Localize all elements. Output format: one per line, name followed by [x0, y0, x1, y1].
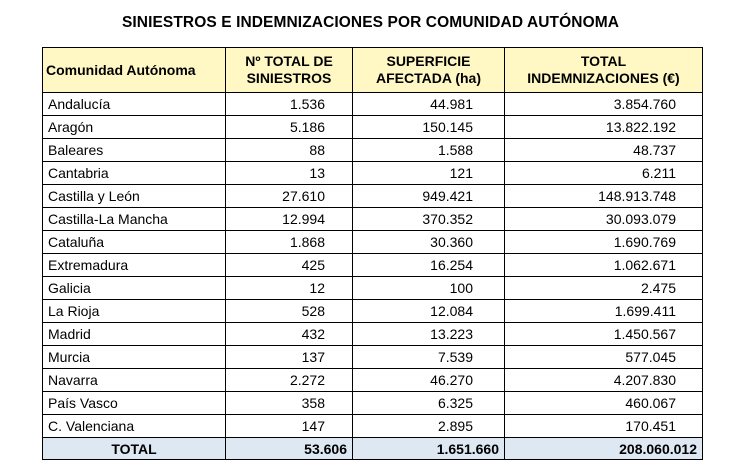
- cell-area: 7.539: [353, 346, 505, 369]
- table-row: [43, 415, 703, 438]
- cell-area: 13.223: [353, 323, 505, 346]
- cell-region: La Rioja: [43, 300, 226, 323]
- cell-compensation: 30.093.079: [505, 208, 703, 231]
- table-row: [43, 185, 703, 208]
- table-row: [43, 162, 703, 185]
- cell-compensation: 2.475: [505, 277, 703, 300]
- cell-compensation: 460.067: [505, 392, 703, 415]
- table-row: [43, 300, 703, 323]
- cell-area: 16.254: [353, 254, 505, 277]
- table-row: [43, 231, 703, 254]
- cell-region: País Vasco: [43, 392, 226, 415]
- cell-area: 46.270: [353, 369, 505, 392]
- cell-area: 2.895: [353, 415, 505, 438]
- cell-region: Castilla-La Mancha: [43, 208, 226, 231]
- cell-compensation: 6.211: [505, 162, 703, 185]
- cell-area: 1.588: [353, 139, 505, 162]
- cell-claims: 1.868: [226, 231, 353, 254]
- total-row: [43, 438, 703, 460]
- table-row: [43, 277, 703, 300]
- cell-area: 44.981: [353, 93, 505, 116]
- total-compensation: 208.060.012: [505, 438, 703, 460]
- header-claims-line1: Nº TOTAL DE: [245, 53, 333, 69]
- cell-region: Madrid: [43, 323, 226, 346]
- header-area: [353, 48, 505, 93]
- cell-area: 12.084: [353, 300, 505, 323]
- header-compensation: [505, 48, 703, 93]
- cell-area: 6.325: [353, 392, 505, 415]
- cell-compensation: 4.207.830: [505, 369, 703, 392]
- cell-claims: 5.186: [226, 116, 353, 139]
- cell-region: Baleares: [43, 139, 226, 162]
- table-row: [43, 323, 703, 346]
- claims-table: [42, 47, 703, 460]
- cell-region: Andalucía: [43, 93, 226, 116]
- header-area-line1: SUPERFICIE: [386, 53, 471, 69]
- cell-claims: 12: [226, 277, 353, 300]
- header-comp-line2: INDEMNIZACIONES (€): [527, 70, 680, 86]
- header-region: [43, 48, 226, 93]
- header-region-label: Comunidad Autónoma: [46, 61, 196, 78]
- table-title: SINIESTROS E INDEMNIZACIONES POR COMUNIDAD AUTÓNOMA: [121, 14, 620, 31]
- cell-claims: 2.272: [226, 369, 353, 392]
- cell-compensation: 13.822.192: [505, 116, 703, 139]
- table-body: [43, 93, 703, 438]
- cell-claims: 432: [226, 323, 353, 346]
- header-comp-line1: TOTAL: [580, 53, 627, 69]
- header-area-line2: AFECTADA (ha): [376, 70, 481, 86]
- cell-region: Castilla y León: [43, 185, 226, 208]
- cell-region: C. Valenciana: [43, 415, 226, 438]
- table-row: [43, 116, 703, 139]
- cell-region: Cantabria: [43, 162, 226, 185]
- total-claims: 53.606: [226, 438, 353, 460]
- cell-area: 150.145: [353, 116, 505, 139]
- cell-compensation: 577.045: [505, 346, 703, 369]
- cell-claims: 12.994: [226, 208, 353, 231]
- cell-region: Murcia: [43, 346, 226, 369]
- cell-area: 121: [353, 162, 505, 185]
- cell-region: Cataluña: [43, 231, 226, 254]
- cell-claims: 27.610: [226, 185, 353, 208]
- total-area: 1.651.660: [353, 438, 505, 460]
- header-claims-line2: SINIESTROS: [246, 70, 332, 86]
- table-row: [43, 392, 703, 415]
- cell-compensation: 1.062.671: [505, 254, 703, 277]
- cell-area: 370.352: [353, 208, 505, 231]
- cell-compensation: 1.690.769: [505, 231, 703, 254]
- cell-region: Navarra: [43, 369, 226, 392]
- cell-region: Aragón: [43, 116, 226, 139]
- cell-claims: 358: [226, 392, 353, 415]
- cell-claims: 147: [226, 415, 353, 438]
- cell-compensation: 1.450.567: [505, 323, 703, 346]
- cell-claims: 13: [226, 162, 353, 185]
- table-row: [43, 93, 703, 116]
- cell-region: Extremadura: [43, 254, 226, 277]
- header-claims: [226, 48, 353, 93]
- table-row: [43, 254, 703, 277]
- cell-area: 30.360: [353, 231, 505, 254]
- table-row: [43, 346, 703, 369]
- cell-claims: 88: [226, 139, 353, 162]
- total-label: TOTAL: [43, 438, 226, 460]
- cell-claims: 1.536: [226, 93, 353, 116]
- cell-compensation: 3.854.760: [505, 93, 703, 116]
- cell-compensation: 148.913.748: [505, 185, 703, 208]
- cell-compensation: 170.451: [505, 415, 703, 438]
- table-row: [43, 208, 703, 231]
- table-row: [43, 369, 703, 392]
- cell-claims: 425: [226, 254, 353, 277]
- cell-claims: 528: [226, 300, 353, 323]
- cell-compensation: 48.737: [505, 139, 703, 162]
- header-row: [43, 48, 703, 93]
- cell-area: 949.421: [353, 185, 505, 208]
- cell-area: 100: [353, 277, 505, 300]
- cell-region: Galicia: [43, 277, 226, 300]
- cell-claims: 137: [226, 346, 353, 369]
- table-row: [43, 139, 703, 162]
- cell-compensation: 1.699.411: [505, 300, 703, 323]
